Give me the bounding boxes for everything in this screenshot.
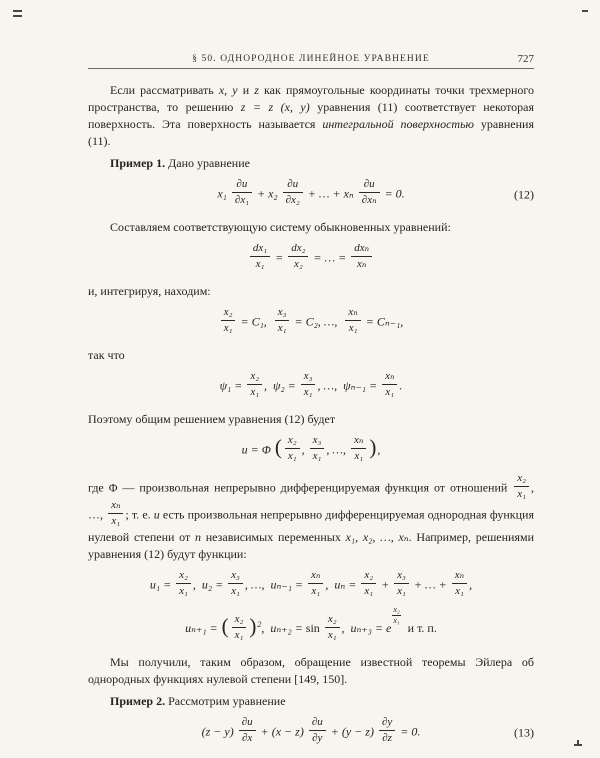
formula-characteristic-system: $\frac{\text{dx₁}}{\text{x₁}}$ = $\frac{\text{dx₂}}{\text{x₂}}$ = … = $\frac{\text{dxₙ}}{\text{xₙ}}$ [248, 245, 374, 272]
paragraph-integrating: и, интегрируя, находим: [88, 284, 211, 299]
paragraph-general-solution-intro: Поэтому общим решением уравнения (12) будет [88, 412, 336, 427]
formula-13: (z − y) $\frac{\partial u}{\partial x}$ + (x − z) $\frac{\partial u}{\partial y}$ + (y − z) $\frac{\partial y}{\partial z}$ = 0. [201, 716, 421, 745]
text-column [88, 54, 534, 757]
section-title: § 50. ОДНОРОДНОЕ ЛИНЕЙНОЕ УРАВНЕНИЕ [192, 54, 430, 64]
paragraph-euler-theorem: Мы получили, таким образом, обращение известной теоремы Эйлера об однородных функциях нулевой степени [149, 150]. [88, 655, 534, 687]
running-head [88, 54, 534, 69]
scan-artifact [577, 740, 579, 746]
equation-13 [88, 716, 534, 746]
equation-first-integrals [88, 306, 534, 336]
paragraph-system-intro: Составляем соответствующую систему обыкновенных уравнений: [110, 220, 451, 235]
equation-solutions-1 [88, 569, 534, 599]
formula-first-integrals: $\frac{\text{x₂}}{\text{x₁}}$ = C₁, $\frac{\text{x₃}}{\text{x₁}}$ = C₂, …, $\frac{\text{xₙ}}{\text{x₁}}$ = Cₙ₋₁, [219, 309, 404, 336]
paragraph-so-that: так что [88, 348, 125, 363]
scan-artifact [13, 10, 22, 17]
formula-solutions-2: uₙ₊₁ = ( $\frac{\text{x₂}}{\text{x₁}}$ )$^2$, uₙ₊₂ = sin $\frac{\text{x₂}}{\text{x₁}}$ , uₙ₊₃ = e $\frac{\text{x₂}}{\text{x₁}}$ и т. п. [185, 605, 437, 642]
equation-general-solution [88, 434, 534, 464]
equation-12 [88, 178, 534, 208]
equation-number-12: (12) [514, 187, 534, 202]
formula-12: x₁ $\frac{\partial u}{\text{∂x₁}}$ + x₂ $\frac{\partial u}{\text{∂x₂}}$ + … + xₙ $\frac{\partial u}{\text{∂xₙ}}$ = 0. [217, 178, 405, 207]
example2-heading: Пример 2. Рассмотрим уравнение [110, 694, 286, 709]
paragraph-phi-description: где Φ — произвольная непрерывно дифференцируемая функция от отношений $\frac{\text{x₂}}{\text{x₁}}$ , …, $\frac{\text{xₙ}}{\text{x₁}}$ ; т. е. u есть произвольная непрерывно дифференцируемая однородная функция нулевой степени от n независимых переменных x₁, x₂, …, xₙ. Например, решениями уравнения (12) будут функции: [88, 472, 535, 562]
equation-characteristic-system [88, 242, 534, 272]
paragraph-intro: Если рассматривать x, y и z как прямоугольные координаты точки трехмерного пространства, то решению z = z (x, y) уравнения (11) соответствует некоторая поверхность. Эта поверхность называется интегральной поверхностью уравнения (11). [88, 83, 535, 149]
page-number: 727 [517, 53, 534, 65]
equation-psi [88, 370, 534, 400]
formula-general-solution: u = Φ ( $\frac{\text{x₂}}{\text{x₁}}$ , $\frac{\text{x₃}}{\text{x₁}}$ , …, $\frac{\text{xₙ}}{\text{x₁}}$ ), [241, 434, 381, 463]
equation-solutions-2 [88, 605, 534, 643]
scan-artifact [582, 10, 588, 12]
equation-number-13: (13) [514, 725, 534, 740]
example1-heading: Пример 1. Дано уравнение [110, 156, 250, 171]
formula-solutions-1: u₁ = $\frac{\text{x₂}}{\text{x₁}}$ , u₂ = $\frac{\text{x₃}}{\text{x₁}}$ , …, uₙ₋₁ = $\frac{\text{xₙ}}{\text{x₁}}$ , uₙ = $\frac{\text{x₂}}{\text{x₁}}$ + $\frac{\text{x₃}}{\text{x₁}}$ + … + $\frac{\text{xₙ}}{\text{x₁}}$ , [149, 569, 473, 598]
formula-psi: ψ₁ = $\frac{\text{x₂}}{\text{x₁}}$ , ψ₂ = $\frac{\text{x₃}}{\text{x₁}}$ , …, ψₙ₋₁ = $\frac{\text{xₙ}}{\text{x₁}}$ . [219, 370, 403, 399]
